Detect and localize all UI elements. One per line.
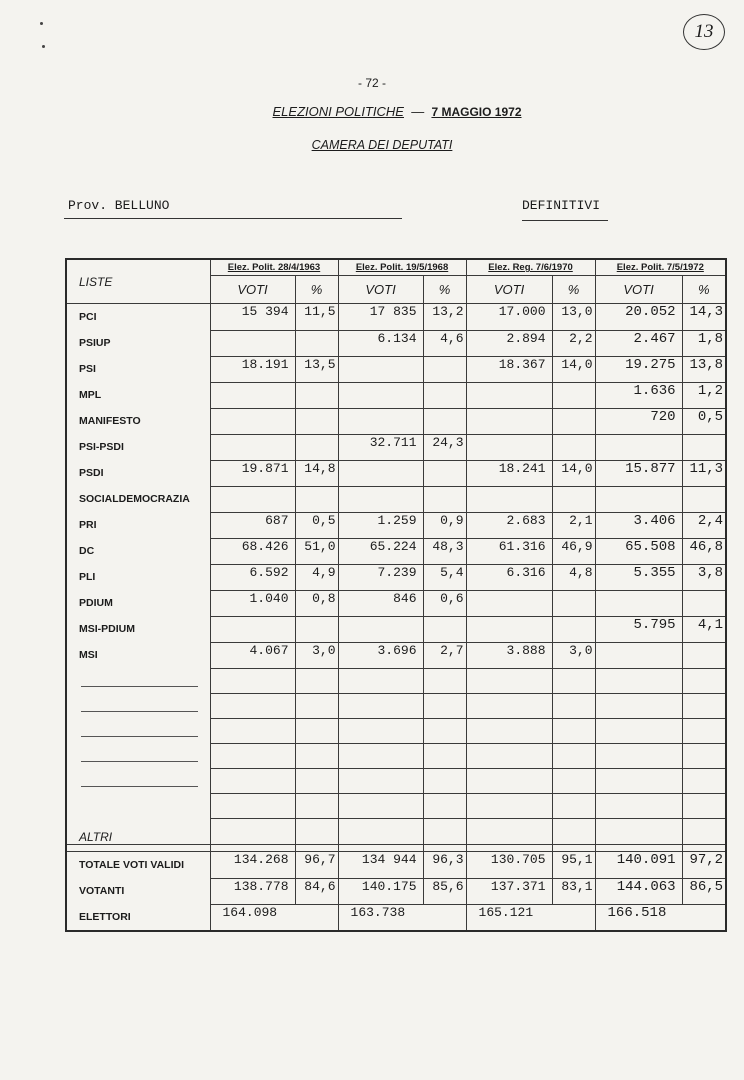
blank-cell <box>423 743 466 768</box>
table-row <box>66 330 726 356</box>
blank-cell <box>682 693 726 718</box>
blank-cell <box>466 668 552 693</box>
votes-cell: 134.268 <box>210 852 295 879</box>
blank-cell <box>295 668 338 693</box>
pct-cell <box>682 590 726 616</box>
blank-cell <box>423 818 466 845</box>
votes-cell: 1.259 <box>338 512 423 538</box>
votes-cell <box>210 330 295 356</box>
pct-cell <box>295 434 338 460</box>
votes-cell <box>210 408 295 434</box>
blank-cell <box>682 668 726 693</box>
status-label: DEFINITIVI <box>522 198 601 213</box>
blank-cell <box>338 743 423 768</box>
votes-cell: 7.239 <box>338 564 423 590</box>
blank-cell <box>295 768 338 793</box>
blank-cell <box>466 693 552 718</box>
pct-cell: 46,8 <box>682 538 726 564</box>
blank-cell <box>210 743 295 768</box>
blank-cell <box>423 768 466 793</box>
blank-cell <box>295 818 338 845</box>
divider <box>522 220 608 221</box>
voti-header: VOTI <box>466 276 552 304</box>
blank-cell <box>466 793 552 818</box>
blank-cell <box>466 768 552 793</box>
party-name: MANIFESTO <box>66 408 210 434</box>
pct-cell: 0,8 <box>295 590 338 616</box>
votes-cell: 165.121 <box>466 904 552 931</box>
pct-cell: 1,2 <box>682 382 726 408</box>
votes-cell: 144.063 <box>595 878 682 904</box>
pct-cell: 48,3 <box>423 538 466 564</box>
table-row <box>66 642 726 668</box>
votes-cell: 164.098 <box>210 904 295 931</box>
votes-cell: 134 944 <box>338 852 423 879</box>
table-row <box>66 382 726 408</box>
votes-cell: 4.067 <box>210 642 295 668</box>
blank-cell <box>338 768 423 793</box>
pct-cell: 2,4 <box>682 512 726 538</box>
blank-party-line <box>66 768 210 793</box>
blank-row <box>66 793 726 818</box>
pct-cell <box>552 382 595 408</box>
separator-cell <box>682 845 726 852</box>
separator-cell <box>338 845 423 852</box>
votes-cell <box>338 408 423 434</box>
blank-cell <box>552 743 595 768</box>
pct-cell: 14,0 <box>552 356 595 382</box>
blank-cell <box>682 718 726 743</box>
blank-cell <box>338 668 423 693</box>
pct-cell <box>295 330 338 356</box>
votes-cell <box>466 382 552 408</box>
totals-row <box>66 904 726 931</box>
votes-cell: 140.091 <box>595 852 682 879</box>
votes-cell <box>466 434 552 460</box>
votes-cell: 18.191 <box>210 356 295 382</box>
pct-cell <box>552 408 595 434</box>
divider <box>64 218 402 219</box>
folio-number: 13 <box>683 14 725 50</box>
votes-cell: 137.371 <box>466 878 552 904</box>
blank-cell <box>595 793 682 818</box>
pct-header: % <box>423 276 466 304</box>
totals-label: TOTALE VOTI VALIDI <box>66 852 210 879</box>
table-row <box>66 538 726 564</box>
votes-cell: 1.040 <box>210 590 295 616</box>
pct-header: % <box>682 276 726 304</box>
votes-cell: 3.406 <box>595 512 682 538</box>
pct-header: % <box>295 276 338 304</box>
table-row <box>66 356 726 382</box>
pct-cell <box>552 904 595 931</box>
pct-cell: 4,8 <box>552 564 595 590</box>
pct-cell <box>423 460 466 486</box>
votes-cell: 15.877 <box>595 460 682 486</box>
votes-cell: 5.355 <box>595 564 682 590</box>
blank-cell <box>682 743 726 768</box>
pct-cell <box>423 408 466 434</box>
votes-cell: 19.275 <box>595 356 682 382</box>
votes-cell: 65.508 <box>595 538 682 564</box>
blank-cell <box>338 693 423 718</box>
votes-cell: 15 394 <box>210 304 295 331</box>
pct-cell <box>295 382 338 408</box>
pct-cell <box>423 904 466 931</box>
separator-cell <box>595 845 682 852</box>
blank-row <box>66 743 726 768</box>
votes-cell <box>595 486 682 512</box>
pct-cell: 46,9 <box>552 538 595 564</box>
blank-cell <box>552 818 595 845</box>
blank-party-line <box>66 693 210 718</box>
party-name: PSI <box>66 356 210 382</box>
blank-cell <box>423 793 466 818</box>
pct-cell: 51,0 <box>295 538 338 564</box>
totals-row <box>66 878 726 904</box>
document-subtitle: CAMERA DEI DEPUTATI <box>311 138 453 152</box>
separator-cell <box>423 845 466 852</box>
pct-cell: 0,5 <box>295 512 338 538</box>
pct-cell <box>423 486 466 512</box>
heading-title: ELEZIONI POLITICHE <box>272 104 404 119</box>
party-name: PRI <box>66 512 210 538</box>
votes-cell: 6.316 <box>466 564 552 590</box>
votes-cell <box>210 616 295 642</box>
pct-cell <box>423 616 466 642</box>
blank-cell <box>210 693 295 718</box>
results-table <box>65 258 727 932</box>
pct-cell: 4,6 <box>423 330 466 356</box>
blank-cell <box>682 768 726 793</box>
pct-cell <box>295 904 338 931</box>
blank-cell <box>295 693 338 718</box>
pct-cell: 24,3 <box>423 434 466 460</box>
votes-cell <box>338 486 423 512</box>
table-row <box>66 564 726 590</box>
pct-cell <box>682 642 726 668</box>
blank-cell <box>338 718 423 743</box>
votes-cell: 130.705 <box>466 852 552 879</box>
pct-cell <box>682 486 726 512</box>
separator-cell <box>295 845 338 852</box>
blank-cell <box>682 818 726 845</box>
blank-cell <box>295 793 338 818</box>
blank-cell <box>552 768 595 793</box>
period-header: Elez. Polit. 7/5/1972 <box>595 259 726 276</box>
blank-cell <box>466 743 552 768</box>
blank-cell <box>552 668 595 693</box>
separator-cell <box>210 845 295 852</box>
blank-row <box>66 668 726 693</box>
blank-cell <box>338 818 423 845</box>
pct-cell <box>552 590 595 616</box>
party-name: PSDI <box>66 460 210 486</box>
blank-cell <box>423 668 466 693</box>
table-row <box>66 434 726 460</box>
votes-cell: 720 <box>595 408 682 434</box>
pct-cell <box>423 382 466 408</box>
liste-header: LISTE <box>66 259 210 304</box>
votes-cell: 18.241 <box>466 460 552 486</box>
votes-cell <box>595 590 682 616</box>
table-row <box>66 590 726 616</box>
blank-cell <box>423 693 466 718</box>
blank-cell <box>595 668 682 693</box>
table-row <box>66 512 726 538</box>
period-header: Elez. Reg. 7/6/1970 <box>466 259 595 276</box>
period-header: Elez. Polit. 19/5/1968 <box>338 259 466 276</box>
blank-cell <box>338 793 423 818</box>
blank-cell <box>466 818 552 845</box>
party-name: PSIUP <box>66 330 210 356</box>
blank-cell <box>210 668 295 693</box>
votes-cell: 6.134 <box>338 330 423 356</box>
pct-cell: 13,0 <box>552 304 595 331</box>
pct-cell: 11,5 <box>295 304 338 331</box>
blank-cell <box>552 793 595 818</box>
pct-cell <box>682 904 726 931</box>
blank-cell <box>210 718 295 743</box>
votes-cell <box>338 356 423 382</box>
votes-cell: 3.696 <box>338 642 423 668</box>
blank-row <box>66 718 726 743</box>
votes-cell <box>210 486 295 512</box>
votes-cell <box>466 616 552 642</box>
pct-cell: 13,5 <box>295 356 338 382</box>
blank-cell <box>295 718 338 743</box>
blank-cell <box>210 793 295 818</box>
pct-cell <box>682 434 726 460</box>
margin-dot <box>42 45 45 48</box>
votes-cell: 3.888 <box>466 642 552 668</box>
pct-cell: 1,8 <box>682 330 726 356</box>
document-heading <box>0 104 744 119</box>
pct-cell: 4,9 <box>295 564 338 590</box>
pct-cell: 0,6 <box>423 590 466 616</box>
separator-cell <box>552 845 595 852</box>
blank-cell <box>552 718 595 743</box>
party-name: PLI <box>66 564 210 590</box>
totals-label: ELETTORI <box>66 904 210 931</box>
votes-cell <box>338 382 423 408</box>
votes-cell: 687 <box>210 512 295 538</box>
votes-cell: 1.636 <box>595 382 682 408</box>
votes-cell <box>210 382 295 408</box>
blank-cell <box>595 718 682 743</box>
pct-cell: 2,7 <box>423 642 466 668</box>
votes-cell: 138.778 <box>210 878 295 904</box>
pct-cell: 3,0 <box>552 642 595 668</box>
pct-cell: 13,2 <box>423 304 466 331</box>
pct-cell: 3,0 <box>295 642 338 668</box>
pct-cell: 14,3 <box>682 304 726 331</box>
votes-cell: 17 835 <box>338 304 423 331</box>
voti-header: VOTI <box>338 276 423 304</box>
voti-header: VOTI <box>210 276 295 304</box>
blank-cell <box>552 693 595 718</box>
pct-cell <box>552 486 595 512</box>
votes-cell: 166.518 <box>595 904 682 931</box>
blank-cell <box>595 693 682 718</box>
votes-cell: 19.871 <box>210 460 295 486</box>
voti-header: VOTI <box>595 276 682 304</box>
table-row <box>66 486 726 512</box>
pct-cell: 2,1 <box>552 512 595 538</box>
totals-row <box>66 852 726 879</box>
votes-cell: 2.683 <box>466 512 552 538</box>
separator-cell <box>66 845 210 852</box>
pct-cell: 95,1 <box>552 852 595 879</box>
pct-cell: 96,7 <box>295 852 338 879</box>
heading-date: 7 MAGGIO 1972 <box>431 105 522 119</box>
votes-cell <box>210 434 295 460</box>
votes-cell <box>466 408 552 434</box>
party-name: DC <box>66 538 210 564</box>
blank-cell <box>595 768 682 793</box>
pct-cell <box>552 434 595 460</box>
pct-cell: 84,6 <box>295 878 338 904</box>
blank-cell <box>210 818 295 845</box>
votes-cell: 32.711 <box>338 434 423 460</box>
table-row <box>66 304 726 331</box>
pct-cell: 2,2 <box>552 330 595 356</box>
blank-party-line <box>66 743 210 768</box>
party-name: PCI <box>66 304 210 331</box>
blank-cell <box>210 768 295 793</box>
pct-cell <box>295 486 338 512</box>
blank-row <box>66 693 726 718</box>
votes-cell: 18.367 <box>466 356 552 382</box>
table-row <box>66 818 726 845</box>
totals-label: VOTANTI <box>66 878 210 904</box>
votes-cell <box>595 434 682 460</box>
blank-cell <box>466 718 552 743</box>
votes-cell <box>595 642 682 668</box>
blank-cell <box>423 718 466 743</box>
separator-cell <box>466 845 552 852</box>
votes-cell <box>466 590 552 616</box>
votes-cell: 65.224 <box>338 538 423 564</box>
province-label: Prov. BELLUNO <box>68 198 170 213</box>
blank-cell <box>595 743 682 768</box>
votes-cell: 17.000 <box>466 304 552 331</box>
votes-cell: 2.894 <box>466 330 552 356</box>
party-name: MSI-PDIUM <box>66 616 210 642</box>
pct-cell: 83,1 <box>552 878 595 904</box>
pct-cell: 0,9 <box>423 512 466 538</box>
blank-row <box>66 768 726 793</box>
pct-cell <box>423 356 466 382</box>
pct-cell: 3,8 <box>682 564 726 590</box>
page-number: - 72 - <box>357 76 386 90</box>
votes-cell: 68.426 <box>210 538 295 564</box>
pct-cell: 5,4 <box>423 564 466 590</box>
votes-cell: 61.316 <box>466 538 552 564</box>
votes-cell: 6.592 <box>210 564 295 590</box>
blank-party-line <box>66 793 210 818</box>
votes-cell: 140.175 <box>338 878 423 904</box>
pct-cell: 96,3 <box>423 852 466 879</box>
pct-cell: 0,5 <box>682 408 726 434</box>
party-name: SOCIALDEMOCRAZIA <box>66 486 210 512</box>
pct-cell <box>552 616 595 642</box>
votes-cell: 20.052 <box>595 304 682 331</box>
votes-cell <box>338 460 423 486</box>
separator-row <box>66 845 726 852</box>
party-name: PDIUM <box>66 590 210 616</box>
blank-cell <box>595 818 682 845</box>
votes-cell: 2.467 <box>595 330 682 356</box>
party-name: MSI <box>66 642 210 668</box>
heading-dash: — <box>411 104 425 119</box>
pct-cell: 86,5 <box>682 878 726 904</box>
pct-cell: 4,1 <box>682 616 726 642</box>
pct-cell: 13,8 <box>682 356 726 382</box>
blank-cell <box>682 793 726 818</box>
votes-cell: 5.795 <box>595 616 682 642</box>
table-row <box>66 408 726 434</box>
period-header: Elez. Polit. 28/4/1963 <box>210 259 338 276</box>
blank-cell <box>295 743 338 768</box>
pct-cell: 97,2 <box>682 852 726 879</box>
party-name: PSI-PSDI <box>66 434 210 460</box>
pct-cell <box>295 408 338 434</box>
pct-cell: 85,6 <box>423 878 466 904</box>
votes-cell <box>466 486 552 512</box>
pct-cell <box>295 616 338 642</box>
pct-cell: 14,0 <box>552 460 595 486</box>
margin-dot <box>40 22 43 25</box>
table-row <box>66 616 726 642</box>
altri-label: ALTRI <box>66 818 210 845</box>
pct-cell: 14,8 <box>295 460 338 486</box>
party-name: MPL <box>66 382 210 408</box>
votes-cell: 163.738 <box>338 904 423 931</box>
table-row <box>66 460 726 486</box>
blank-party-line <box>66 718 210 743</box>
pct-cell: 11,3 <box>682 460 726 486</box>
blank-party-line <box>66 668 210 693</box>
votes-cell: 846 <box>338 590 423 616</box>
votes-cell <box>338 616 423 642</box>
pct-header: % <box>552 276 595 304</box>
